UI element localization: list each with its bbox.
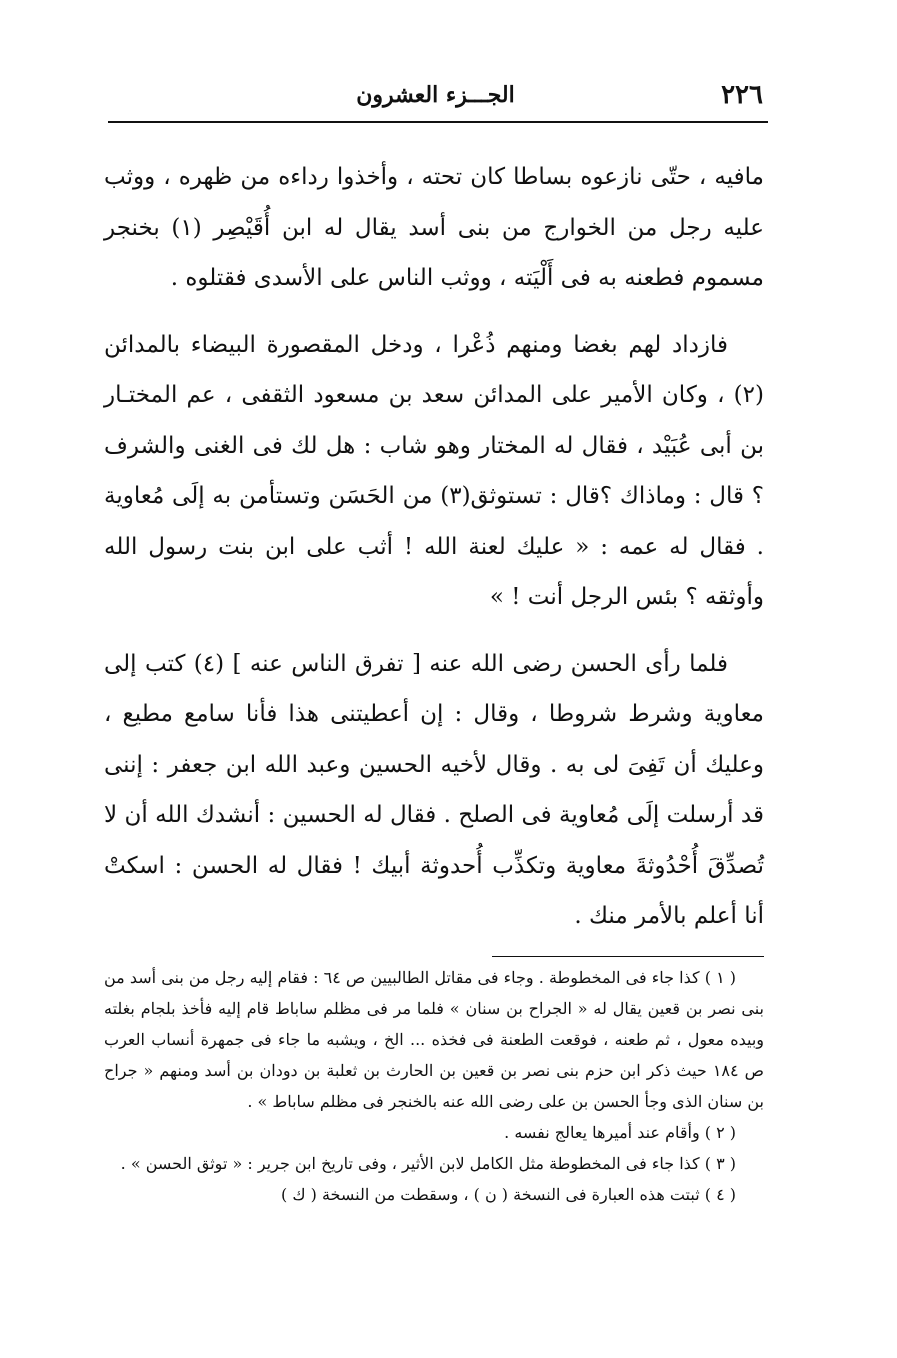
footnote: ( ٣ ) كذا جاء فى المخطوطة مثل الكامل لابن الأثير ، وفى تاريخ ابن جرير : « توثق الحسن » . [120,1154,736,1173]
paragraph: فازداد لهم بغضا ومنهم ذُعْرا ، ودخل المقصورة البيضاء بالمدائن (٢) ، وكان الأمير على المدائن سعد بن مسعود الثقفى ، عم المختـار بن أبى عُبَيْد ، فقال له المختار وهو شاب : هل لك فى الغنى والشرف ؟ قال : وماذاك ؟قال : تستوثق(٣) من الحَسَن وتستأمن به إلَى مُعاوية . فقال له عمه : « عليك لعنة الله ! أثب على ابن بنت رسول الله وأوثقه ؟ بئس الرجل أنت ! » [104,331,765,610]
footnotes [104,962,764,1210]
header-rule [108,121,768,123]
paragraph: مافيه ، حتّى نازعوه بساطا كان تحته ، وأخذوا رداءه من ظهره ، ووثب عليه رجل من الخوارج من بنى أسد يقال له ابن أُقَيْصِر (١) بخنجر مسموم فطعنه به فى أَلْيَته ، ووثب الناس على الأسدى فقتلوه . [104,164,764,291]
footnote: ( ٤ ) ثبتت هذه العبارة فى النسخة ( ن ) ، وسقطت من النسخة ( ك ) [281,1185,736,1204]
footnote-rule [492,956,764,957]
footnote: ( ١ ) كذا جاء فى المخطوطة . وجاء فى مقاتل الطالبيين ص ٦٤ : فقام إليه رجل من بنى أسد من بنى نصر بن قعين يقال له « الجراح بن سنان » فلما مر فى مظلم ساباط قام إليه فأخذ بلجام بغلته وبيده معول ، ثم طعنه ، فوقعت الطعنة فى فخذه ... الخ ، ويشبه ما جاء فى جمهرة أنساب العرب ص ١٨٤ حيث ذكر ابن حزم بنى نصر بن قعين بن الحارث بن ثعلبة بن دودان بن أسد ومنهم « جراح بن سنان الذى وجأ الحسن بن على رضى الله عنه بالخنجر فى مظلم ساباط » . [104,968,764,1111]
page-number: ٢٢٦ [721,80,763,110]
main-text [104,152,764,958]
running-title: الجـــزء العشرون [356,82,515,108]
footnote: ( ٢ ) وأقام عند أميرها يعالج نفسه . [504,1123,736,1142]
page-header [108,78,763,118]
paragraph: فلما رأى الحسن رضى الله عنه [ تفرق الناس عنه ] (٤) كتب إلى معاوية وشرط شروطا ، وقال : إن أعطيتنى هذا فأنا سامع مطيع ، وعليك أن تَفِىَ لى به . وقال لأخيه الحسين وعبد الله ابن جعفر : إننى قد أرسلت إلَى مُعاوية فى الصلح . فقال له الحسين : أنشدك الله أن لا تُصدِّقَ أُحْدُوثةَ معاوية وتكذِّب أُحدوثة أبيك ! فقال له الحسن : اسكتْ أنا أعلم بالأمر منك . [104,650,764,929]
